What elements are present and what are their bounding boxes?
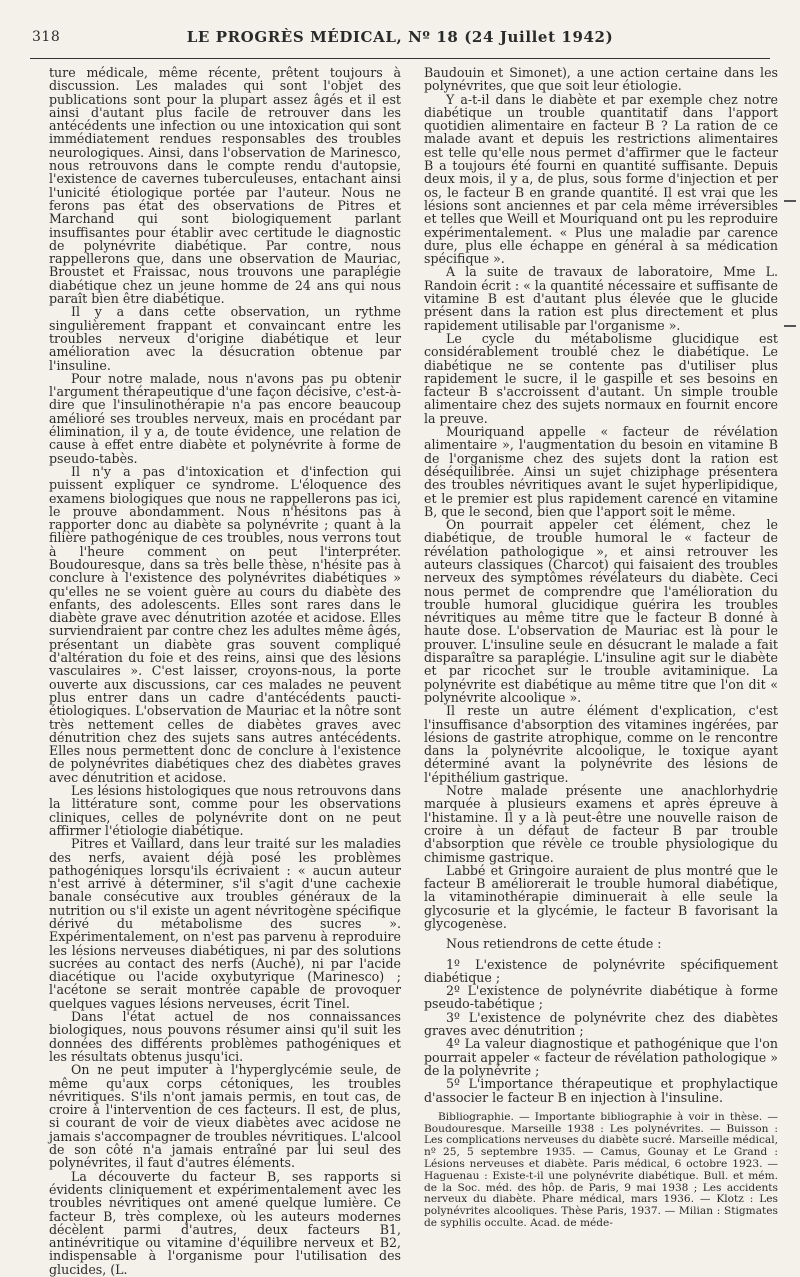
- paragraph: La découverte du facteur B, ses rapports si évidents cliniquement et expérimentalement avec les troubles névritiques ont amené quelque lumière. Ce facteur B, très complexe, où les auteurs modernes décèlent parmi d'autres, deux facteurs B1, antinévritique ou vitamine d'équilibre nerveux et B2, indispensable à l'organisme pour l'utilisation des glucides, (L.: [49, 1168, 401, 1277]
- conclusion-item: 4º La valeur diagnostique et pathogénique que l'on pourrait appeler « facteur de révélation pathologique » de la polynévrite ;: [424, 1036, 778, 1078]
- paragraph: Pitres et Vaillard, dans leur traité sur les maladies des nerfs, avaient déjà posé les problèmes pathogéniques lorsqu'ils écrivaient : « aucun auteur n'est arrivé à déterminer, s'il s'agit d'une cachexie banale consécutive aux troubles généraux de la nutrition ou s'il existe un agent névritogène spécifique dérivé du métabolisme des sucres ». Expérimentalement, on n'est pas parvenu à reproduire les lésions nerveuses diabétiques, ni par des solutions sucrées au contact des nerfs (Auché), ni par l'acide diacétique ou l'acide oxybutyrique (Marinesco) ; l'acétone se serait montrée capable de provoquer quelques vagues lésions nerveuses, écrit Tinel.: [49, 836, 401, 1011]
- paragraph: Mouriquand appelle « facteur de révélation alimentaire », l'augmentation du besoin en vitamine B de l'organisme chez des sujets dont la ration est déséquilibrée. Ainsi un sujet chiziphage présentera des troubles névritiques avant le sujet hyperlipidique, et le premier est plus rapidement carencé en vitamine B, que le second, bien que l'apport soit le même.: [424, 424, 778, 519]
- left-column: [49, 65, 401, 1277]
- paragraph: Labbé et Gringoire auraient de plus montré que le facteur B améliorerait le trouble humoral diabétique, la vitaminothérapie diminuerait à elle seule la glycosurie et la glycémie, le facteur B favorisant la glycogenèse.: [424, 862, 778, 931]
- paragraph: Il y a dans cette observation, un rythme singulièrement frappant et convaincant entre les troubles nerveux d'origine diabétique et leur amélioration avec la désucration obtenue par l'insuline.: [49, 304, 401, 373]
- paragraph: Y a-t-il dans le diabète et par exemple chez notre diabétique un trouble quantitatif dans l'apport quotidien alimentaire en facteur B ? La ration de ce malade avant et depuis les restrictions alimentaires est telle qu'elle nous permet d'affirmer que le facteur B a toujours été fourni en quantité suffisante. Depuis deux mois, il y a, de plus, sous forme d'injection et per os, le facteur B en grande quantité. Il est vrai que les lésions sont anciennes et par cela même irréversibles et telles que Weill et Mouriquand ont pu les reproduire expérimentalement. « Plus une maladie par carence dure, plus elle échappe en général à sa médication spécifique ».: [424, 91, 778, 267]
- paragraph: Baudouin et Simonet), a une action certaine dans les polynévrites, que que soit leur étiologie.: [424, 65, 778, 94]
- scan-margin-mark: [784, 200, 796, 202]
- conclusion-item: 2º L'existence de polynévrite diabétique à forme pseudo-tabétique ;: [424, 983, 778, 1012]
- conclusion-item: 3º L'existence de polynévrite chez des diabètes graves avec dénutrition ;: [424, 1009, 778, 1039]
- conclusions-intro: Nous retiendrons de cette étude :: [446, 936, 662, 952]
- page-number: 318: [32, 29, 61, 45]
- paragraph: Il n'y a pas d'intoxication et d'infection qui puissent expliquer ce syndrome. L'éloquence des examens biologiques que nous ne rappellerons pas ici, le prouve abondamment. Nous n'hésitons pas à rapporter donc au diabète sa polynévrite ; quant à la filière pathogénique de ces troubles, nous verrons tout à l'heure comment on peut l'interpréter. Boudouresque, dans sa très belle thèse, n'hésite pas à conclure à l'existence des polynévrites diabétiques » qu'elles ne se voient guère au cours du diabète des enfants, des adolescents. Elles sont rares dans le diabète grave avec dénutrition azotée et acidose. Elles surviendraient par contre chez les adultes même âgés, présentant un diabète gras souvent compliqué d'altération du foie et des reins, ainsi que des lésions vasculaires ». C'est laisser, croyons-nous, la porte ouverte aux discussions, car ces malades ne peuvent plus entrer dans un cadre d'antécédents paucti-étiologiques. L'observation de Mauriac et la nôtre sont très nettement celles de diabètes graves avec dénutrition chez des sujets sans autres antécédents. Elles nous permettent donc de conclure à l'existence de polynévrites diabétiques chez des diabètes graves avec dénutrition et acidose.: [49, 463, 401, 785]
- paragraph: On pourrait appeler cet élément, chez le diabétique, de trouble humoral le « facteur de révélation pathologique », et ainsi retrouver les auteurs classiques (Charcot) qui faisaient des troubles nerveux des symptômes révélateurs du diabète. Ceci nous permet de comprendre que l'amélioration du trouble humoral glucidique guérira les troubles névritiques au même titre que le facteur B donné à haute dose. L'observation de Mauriac est là pour le prouver. L'insuline seule en désucrant le malade a fait disparaître sa paraplégie. L'insuline agit sur le diabète et par ricochet sur le trouble avitaminique. La polynévrite est diabétique au même titre que l'on dit « polynévrite alcoolique ».: [424, 517, 778, 705]
- paragraph: Dans l'état actuel de nos connaissances biologiques, nous pouvons résumer ainsi qu'il suit les données des différents problèmes pathogéniques et les résultats obtenus jusqu'ici.: [49, 1009, 401, 1064]
- running-title: LE PROGRÈS MÉDICAL, Nº 18 (24 Juillet 1942): [186, 28, 614, 46]
- paragraph: Pour notre malade, nous n'avons pas pu obtenir l'argument thérapeutique d'une façon décisive, c'est-à-dire que l'insulinothérapie n'a pas encore beaucoup amélioré ses troubles nerveux, mais en procédant par élimination, il y a, de toute évidence, une relation de cause à effet entre diabète et polynévrite à forme de pseudo-tabès.: [49, 370, 401, 466]
- paragraph: Les lésions histologiques que nous retrouvons dans la littérature sont, comme pour les observations cliniques, celles de polynévrite dont on ne peut affirmer l'étiologie diabétique.: [49, 783, 401, 838]
- page-header: [30, 29, 770, 51]
- right-column: [424, 65, 778, 1230]
- paragraph: A la suite de travaux de laboratoire, Mme L. Randoin écrit : « la quantité nécessaire et suffisante de vitamine B est d'autant plus élevée que le glucide présent dans la ration est plus directement et plus rapidement utilisable par l'organisme ».: [424, 264, 778, 333]
- paragraph: ture médicale, même récente, prêtent toujours à discussion. Les malades qui sont l'objet des publications sont pour la plupart assez âgés et il est ainsi d'autant plus facile de retrouver dans les antécédents une infection ou une intoxication qui sont immédiatement rendues responsables des troubles neurologiques. Ainsi, dans l'observation de Marinesco, nous retrouvons dans le compte rendu d'autopsie, l'existence de cavernes tuberculeuses, entachant ainsi l'unicité étiologique portée par l'auteur. Nous ne ferons pas état des observations de Pitres et Marchand qui sont biologiquement parlant insuffisantes pour établir avec certitude le diagnostic de polynévrite diabétique. Par contre, nous rappellerons que, dans une observation de Mauriac, Broustet et Fraissac, nous trouvons une paraplégie diabétique chez un jeune homme de 24 ans qui nous paraît bien être diabétique.: [49, 65, 401, 307]
- conclusion-item: 1º L'existence de polynévrite spécifiquement diabétique ;: [424, 956, 778, 985]
- header-rule: [30, 58, 770, 59]
- paragraph: On ne peut imputer à l'hyperglycémie seule, de même qu'aux corps cétoniques, les troubles névritiques. S'ils n'ont jamais permis, en tout cas, de croire à l'intervention de ces facteurs. Il est, de plus, si courant de voir de vieux diabètes avec acidose ne jamais s'accompagner de troubles névritiques. L'alcool de son côté n'a jamais entraîné par lui seul des polynévrites, il faut d'autres éléments.: [49, 1062, 401, 1171]
- paragraph: Il reste un autre élément d'explication, c'est l'insuffisance d'absorption des vitamines ingérées, par lésions de gastrite atrophique, comme on le rencontre dans la polynévrite alcoolique, le toxique ayant déterminé avant la polynévrite des lésions de l'épithélium gastrique.: [424, 703, 778, 785]
- bibliography: Bibliographie. — Importante bibliographie à voir in thèse. — Boudouresque. Marseille 1938 : Les polynévrites. — Buisson : Les complications nerveuses du diabète sucré. Marseille médical, nº 25, 5 septembre 1935. — Camus, Gounay et Le Grand : Lésions nerveuses et diabète. Paris médical, 6 octobre 1923. — Haguenau : Existe-t-il une polynévrite diabétique. Bull. et mém. de la Soc. méd. des hôp. de Paris, 9 mai 1938 ; Les accidents nerveux du diabète. Phare médical, mars 1936. — Klotz : Les polynévrites alcooliques. Thèse Paris, 1937. — Milian : Stigmates de syphilis occulte. Acad. de méde-: [424, 1110, 778, 1230]
- paragraph: Notre malade présente une anachlorhydrie marquée à plusieurs examens et après épreuve à l'histamine. Il y a là peut-être une nouvelle raison de croire à un défaut de facteur B par trouble d'absorption que révèle ce trouble physiologique du chimisme gastrique.: [424, 783, 778, 865]
- conclusion-item: 5º L'importance thérapeutique et prophylactique d'associer le facteur B en injection à l'insuline.: [424, 1076, 778, 1105]
- scan-margin-mark: [784, 325, 796, 327]
- paragraph: Le cycle du métabolisme glucidique est considérablement troublé chez le diabétique. Le diabétique ne se contente pas d'utiliser plus rapidement le sucre, il le gaspille et ses besoins en facteur B s'accroissent d'autant. Un simple trouble alimentaire chez des sujets normaux en fournit encore la preuve.: [424, 330, 778, 426]
